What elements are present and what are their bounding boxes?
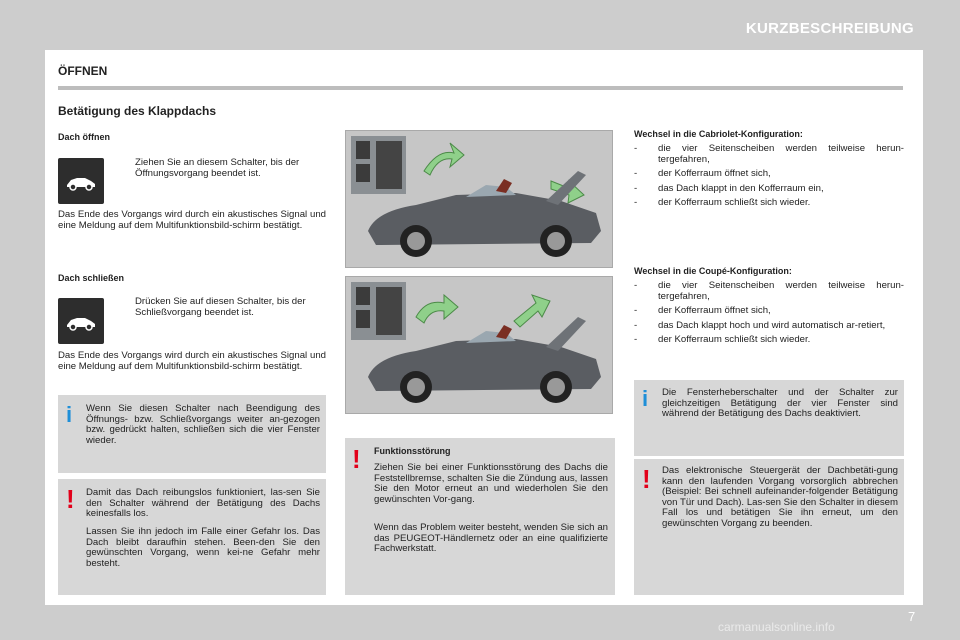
coupe-list xyxy=(634,281,904,350)
list-item: - der Kofferraum öffnet sich, xyxy=(634,168,771,180)
list-item: - die vier Seitenscheiben werden teilweise herun-tergefahren, xyxy=(634,280,904,302)
warning-icon: ! xyxy=(352,444,361,474)
dach-schliessen-title: Dach schließen xyxy=(58,273,125,283)
car-image-coupe xyxy=(345,276,613,414)
dach-oeffnen-note: Das Ende des Vorgangs wird durch ein akustisches Signal und eine Meldung auf dem Multifunktionsbild-schirm bestätigt. xyxy=(58,209,326,231)
warning-middle-p1: Ziehen Sie bei einer Funktionsstörung des Dachs die Feststellbremse, schalten Sie die Zündung aus, lassen Sie den Motor erneut an und wiederholen Sie den gewünschten Vor-gang. xyxy=(374,462,608,505)
car-image-cabriolet xyxy=(345,130,613,268)
info-icon: i xyxy=(66,402,73,427)
warning-right-text: Das elektronische Steuergerät der Dachbetäti-gung kann den laufenden Vorgang vorsorglich abbrechen (Beispiel: Bei schnell aufeinander-folgender Betätigung von Tür und Dach). Las-sen Sie den Schalter in diesem Fall los und betätigen Sie ihn erneut, um den gewünschten Vorgang zu beenden. xyxy=(662,465,898,529)
list-item: - der Kofferraum schließt sich wieder. xyxy=(634,197,811,209)
warning-middle-title: Funktionsstörung xyxy=(374,446,451,456)
heading-oeffnen: ÖFFNEN xyxy=(58,64,108,78)
info-icon: i xyxy=(642,386,649,411)
info-left-text: Wenn Sie diesen Schalter nach Beendigung des Öffnungs- bzw. Schließvorgangs weiter an-gezogen bzw. gedrückt halten, schließen sich die vier Fenster wieder. xyxy=(86,403,320,446)
heading-betaetigung: Betätigung des Klappdachs xyxy=(58,104,217,118)
divider xyxy=(58,86,903,90)
list-item: - das Dach klappt in den Kofferraum ein, xyxy=(634,182,824,194)
roof-switch-icon xyxy=(58,298,104,344)
watermark: carmanualsonline.info xyxy=(718,620,835,634)
warning-icon: ! xyxy=(642,464,651,494)
warning-left-p2: Lassen Sie ihn jedoch im Falle einer Gefahr los. Das Dach bleibt daraufhin stehen. Been-den Sie den gewünschten Vorgang, wenn kei-ne Gefahr mehr besteht. xyxy=(86,526,320,569)
warning-icon: ! xyxy=(66,484,75,514)
warning-left-p1: Damit das Dach reibungslos funktioniert, las-sen Sie den Schalter während der Betätigung des Dachs keinesfalls los. xyxy=(86,487,320,520)
cabrio-list xyxy=(634,144,904,213)
list-item: - der Kofferraum schließt sich wieder. xyxy=(634,334,811,346)
dach-schliessen-bullet: Drücken Sie auf diesen Schalter, bis der Schließvorgang beendet ist. xyxy=(135,296,306,318)
info-right-text: Die Fensterheberschalter und der Schalter zur gleichzeitigen Betätigung der vier Fenster sind während der Betätigung des Dachs deaktiviert. xyxy=(662,387,898,420)
cabrio-title: Wechsel in die Cabriolet-Konfiguration: xyxy=(634,129,803,139)
list-item: - der Kofferraum öffnet sich, xyxy=(634,305,771,317)
dach-schliessen-note: Das Ende des Vorgangs wird durch ein akustisches Signal und eine Meldung auf dem Multifunktionsbild-schirm bestätigt. xyxy=(58,350,326,372)
section-title: KURZBESCHREIBUNG xyxy=(745,20,914,37)
list-item: - das Dach klappt hoch und wird automatisch ar-retiert, xyxy=(634,319,886,331)
coupe-title: Wechsel in die Coupé-Konfiguration: xyxy=(634,266,792,276)
list-item: - die vier Seitenscheiben werden teilweise herun-tergefahren, xyxy=(634,143,904,165)
warning-middle-p2: Wenn das Problem weiter besteht, wenden Sie sich an das PEUGEOT-Händlernetz oder an eine qualifizierte Fachwerkstatt. xyxy=(374,522,608,555)
roof-switch-icon xyxy=(58,158,104,204)
page-number: 7 xyxy=(908,609,916,624)
dach-oeffnen-title: Dach öffnen xyxy=(58,132,111,142)
dach-oeffnen-bullet: Ziehen Sie an diesem Schalter, bis der Öffnungsvorgang beendet ist. xyxy=(135,157,300,179)
